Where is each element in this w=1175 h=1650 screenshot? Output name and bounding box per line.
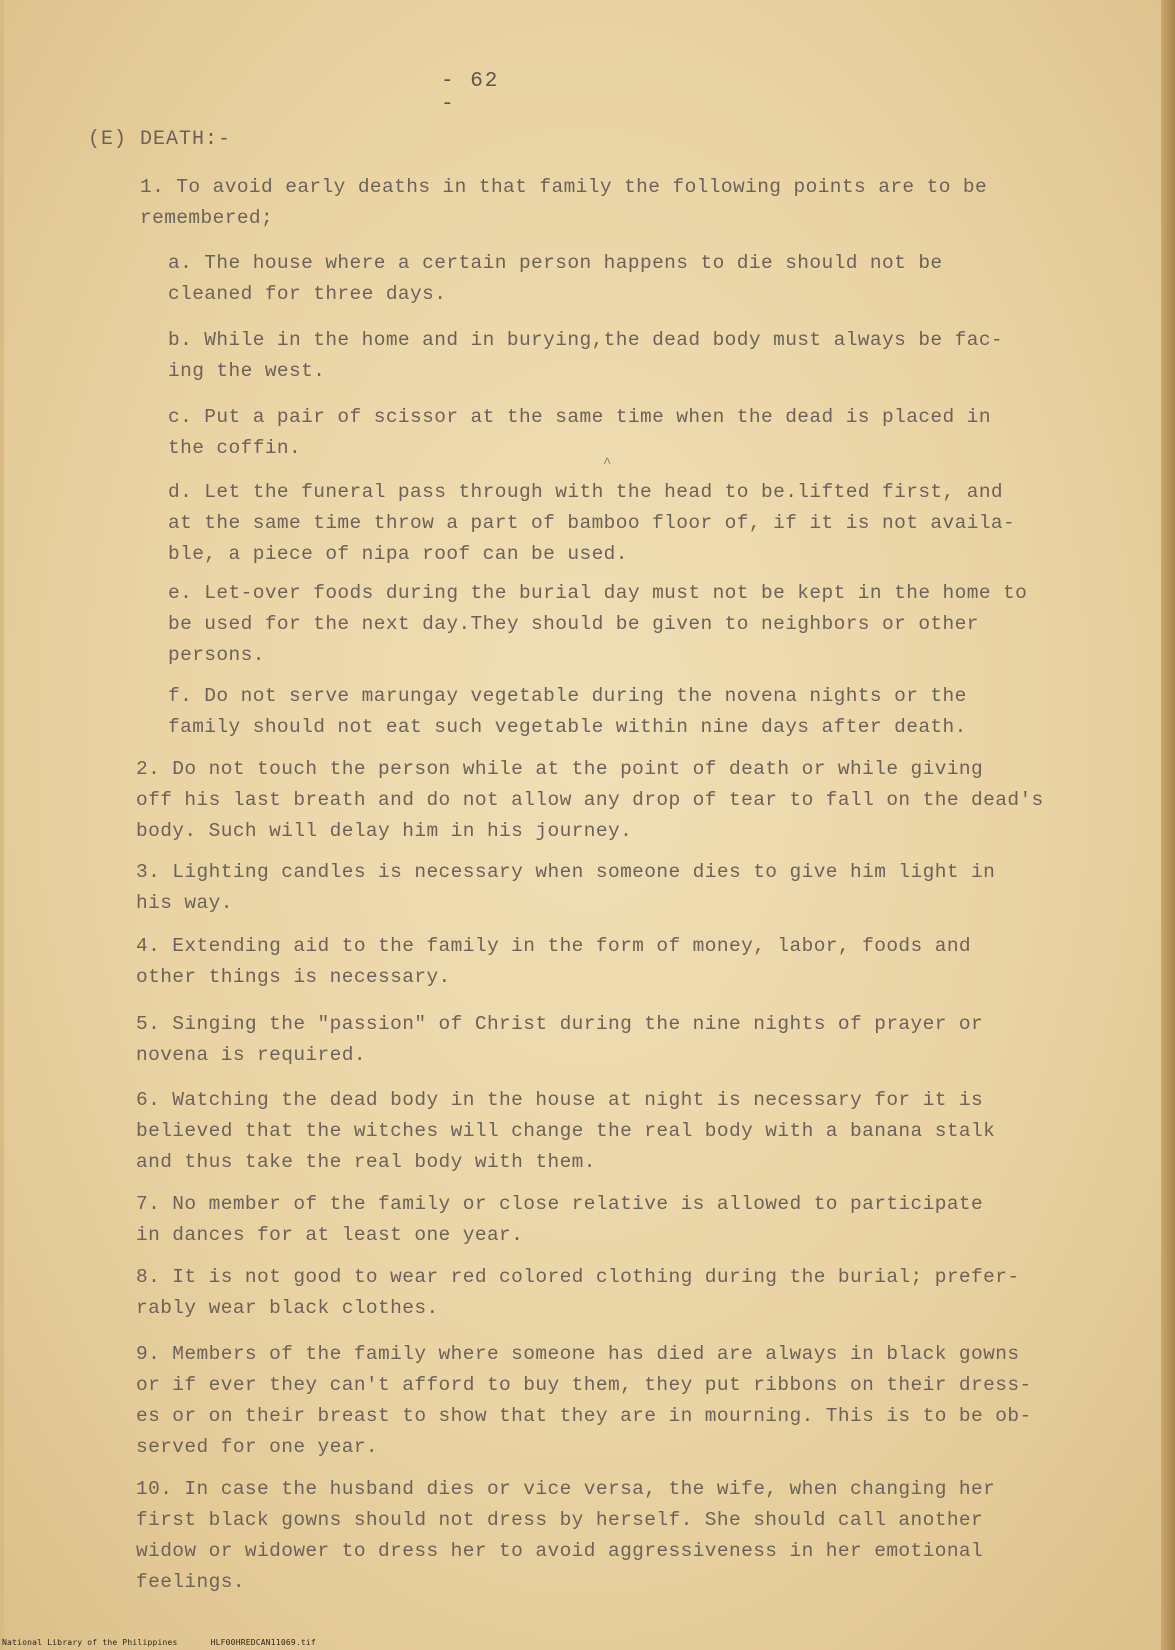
item-8: 8. It is not good to wear red colored clothing during the burial; prefer- rably wear black clothes. — [136, 1266, 1020, 1319]
item-1: 1. To avoid early deaths in that family the following points are to be remembered; — [140, 176, 988, 229]
item-9: 9. Members of the family where someone has died are always in black gowns or if ever they can't afford to buy them, they put ribbons on their dress- es or on their breast to show that they are in mourning. This is to be ob- served for one year. — [136, 1343, 1032, 1458]
section-title: (E) DEATH:- — [88, 128, 232, 151]
item-5: 5. Singing the "passion" of Christ during the nine nights of prayer or novena is required. — [136, 1013, 984, 1066]
insertion-caret: ^ — [603, 456, 612, 472]
item-1c: c. Put a pair of scissor at the same time when the dead is placed in the coffin. — [168, 406, 991, 459]
footer-file: HLF00HREDCAN11069.tif — [210, 1638, 316, 1647]
item-2: 2. Do not touch the person while at the point of death or while giving off his last breath and do not allow any drop of tear to fall on the dead's body. Such will delay him in his journey. — [136, 758, 1044, 842]
item-7: 7. No member of the family or close relative is allowed to participate in dances for at least one year. — [136, 1193, 984, 1246]
scan-footer — [2, 1638, 344, 1647]
item-1e: e. Let-over foods during the burial day must not be kept in the home to be used for the next day.They should be given to neighbors or other persons. — [168, 582, 1028, 666]
item-10: 10. In case the husband dies or vice versa, the wife, when changing her first black gowns should not dress by herself. She should call another widow or widower to dress her to avoid aggressiveness in her emotional feelings. — [136, 1478, 996, 1593]
page-right-edge — [1161, 0, 1175, 1650]
page-left-edge — [0, 0, 4, 1650]
page-number: - 62 - — [441, 70, 500, 116]
item-1f: f. Do not serve marungay vegetable during the novena nights or the family should not eat such vegetable within nine days after death. — [168, 685, 967, 738]
item-1b: b. While in the home and in burying,the dead body must always be fac- ing the west. — [168, 329, 1004, 382]
item-4: 4. Extending aid to the family in the form of money, labor, foods and other things is necessary. — [136, 935, 972, 988]
item-1a: a. The house where a certain person happens to die should not be cleaned for three days. — [168, 252, 943, 305]
item-6: 6. Watching the dead body in the house at night is necessary for it is believed that the witches will change the real body with a banana stalk and thus take the real body with them. — [136, 1089, 996, 1173]
item-1d: d. Let the funeral pass through with the head to be.lifted first, and at the same time throw a part of bamboo floor of, if it is not availa- ble, a piece of nipa roof can be used. — [168, 481, 1016, 565]
footer-library: National Library of the Philippines — [2, 1638, 178, 1647]
item-3: 3. Lighting candles is necessary when someone dies to give him light in his way. — [136, 861, 996, 914]
